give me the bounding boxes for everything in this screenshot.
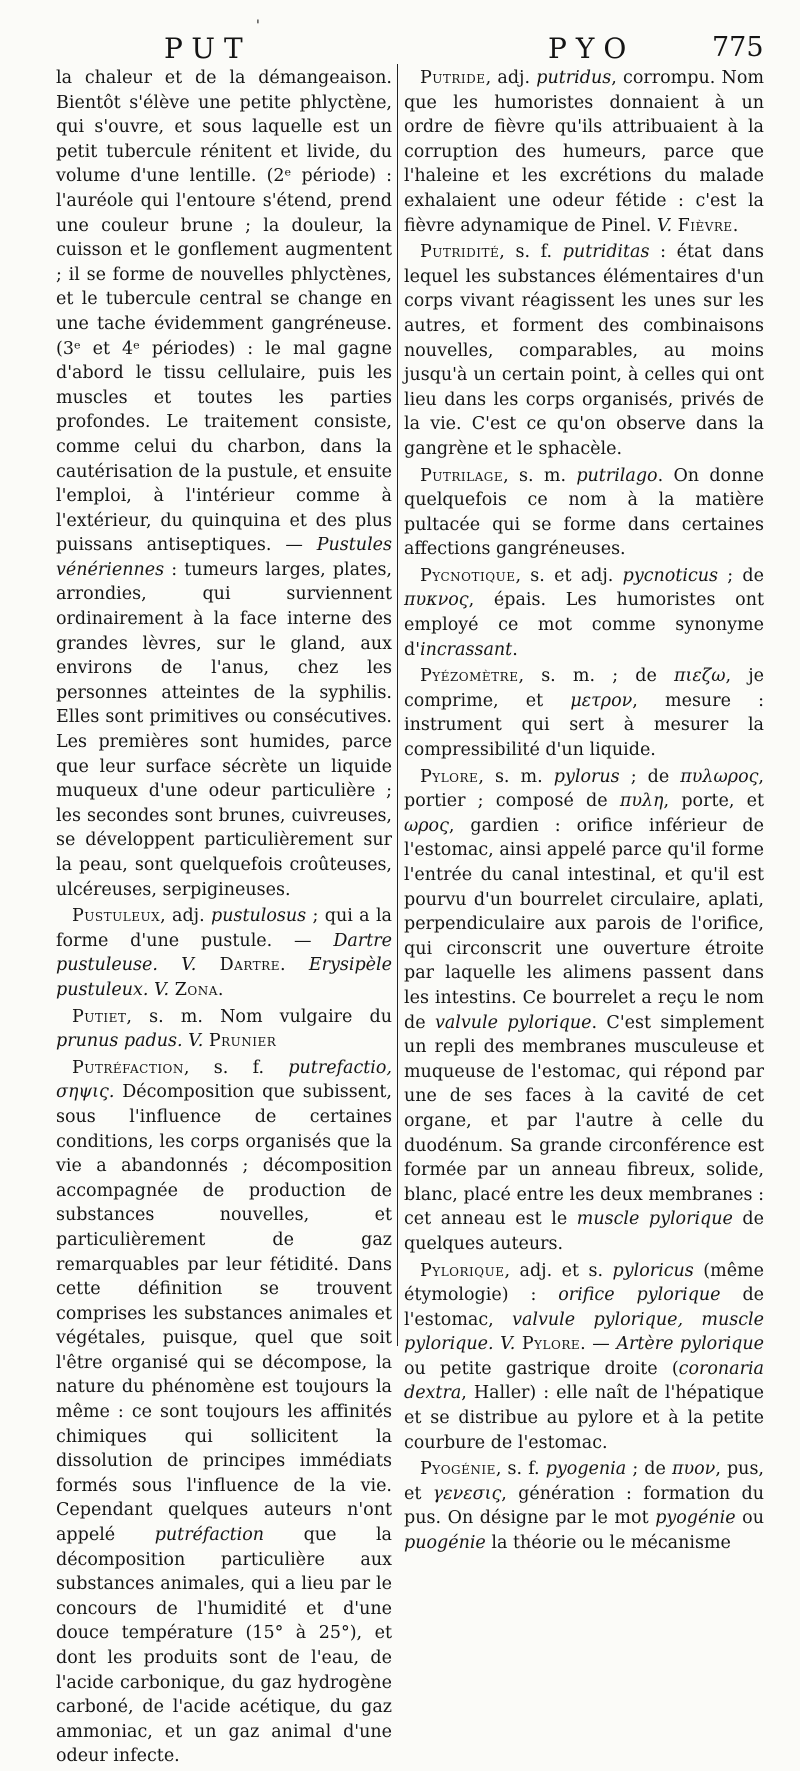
dictionary-entry: [56, 1056, 392, 1769]
entry-text: , s. m.: [503, 465, 577, 486]
entry-text: , portier ; composé de: [404, 766, 764, 812]
headword: Pylore: [420, 766, 479, 787]
entry-text: , s. m. Nom vulgaire du: [126, 1006, 392, 1027]
italic-term: πυον: [671, 1459, 716, 1480]
entry-text: de l'estomac,: [404, 1285, 765, 1330]
italic-term: pylorus: [553, 766, 620, 787]
entry-text: , s. m. ; de: [518, 666, 674, 687]
italic-term: prunus padus. V.: [56, 1031, 204, 1052]
headword: Pylore: [521, 1334, 581, 1355]
italic-term: Erysipèle pustuleux. V.: [56, 955, 392, 1000]
dictionary-entry: [404, 464, 764, 562]
italic-term: coronaria dextra: [404, 1358, 764, 1404]
italic-term: V.: [656, 215, 673, 236]
headword: Putréfaction: [72, 1057, 184, 1078]
entry-text: ; de: [619, 766, 681, 787]
entry-text: . C'est simplement un repli des membranes musculeuse et muqueuse de l'estomac, qui répond par une de ses faces à la cavité de cet organe, et par l'autre à celle du duodénum. Sa grande circonférence est formée par un anneau fibreux, solide, blanc, placé entre les deux membranes : cet anneau est le: [404, 1012, 765, 1230]
italic-term: πυκνος: [404, 590, 469, 611]
italic-term: muscle pylorique: [576, 1209, 733, 1230]
entry-text: [196, 955, 219, 975]
dictionary-entry: [404, 664, 764, 762]
italic-term: πυλη: [619, 791, 664, 812]
italic-term: Dartre pustuleuse. V.: [56, 930, 392, 976]
headword: Putrilage: [420, 465, 504, 486]
headword: Putride: [420, 68, 486, 88]
entry-text: de quelques auteurs.: [404, 1209, 764, 1254]
entry-text: que la décomposition particulière aux substances animales, qui a lieu par le concours de l'humidité et d'une douce température (15° à 25°), et dont les produits sont de l'eau, de l'acide carbonique, du gaz hydrogène carboné, de l'acide acétique, du gaz ammoniac, et un gaz animal d'une odeur infecte.: [56, 1525, 392, 1767]
entry-text: , je comprime, et: [404, 666, 764, 711]
headword: Zona: [174, 979, 218, 1000]
entry-text: : tumeurs larges, plates, arrondies, qui surviennent ordinairement à la face interne des grandes lèvres, sur le gland, aux environs de l'anus, chez les personnes atteintes de la syphilis. Elles sont primitives ou consécutives. Les premières sont humides, parce que leur surface sécrète un liquide muqueux d'une odeur particulière ; les secondes sont brunes, cuivreuses, se développent particulièrement sur la peau, sont quelquefois croûteuses, ulcéreuses, serpigineuses.: [56, 559, 392, 900]
italic-term: valvule pylorique: [434, 1012, 592, 1033]
entry-text: , épais. Les humoristes ont employé ce mot comme synonyme d': [404, 590, 764, 660]
italic-term: pyogenia: [545, 1459, 627, 1480]
entry-text: , génération : formation du pus. On désigne par le mot: [404, 1483, 765, 1529]
entry-text: ou: [735, 1508, 764, 1529]
italic-term: ωρος: [404, 815, 449, 836]
entry-text: la chaleur et de la démangeaison. Bientôt s'élève une petite phlyctène, qui s'ouvre, et sous laquelle est un petit tubercule rénitent et livide, du volume d'une lentille. (2ᵉ période) : l'auréole qui l'entoure s'étend, prend une couleur brune ; la douleur, la cuisson et le gonflement augmentent ; il se forme de nouvelles phlyctènes, et le tubercule central se change en une tache évidemment gangréneuse. (3ᵉ et 4ᵉ périodes) : le mal gagne d'abord le tissu cellulaire, puis les muscles et toutes les parties profondes. Le traitement consiste, comme celui du charbon, dans la cautérisation de la pustule, et ensuite l'emploi, à l'intérieur comme à l'extérieur, du quinquina et des plus puissans antiseptiques. —: [56, 68, 392, 556]
headword: Dartre: [219, 955, 280, 976]
entry-text: , s. et adj.: [515, 565, 623, 586]
dictionary-entry: [56, 1005, 392, 1054]
entry-text: Décomposition que subissent, sous l'influence de certaines conditions, les corps organisés que la vie a abandonnés ; décomposition accompagnée de production de substances nouvelles, et particulièrement de gaz remarquables par leur fétidité. Dans cette définition se trouvent comprises les substances animales et végétales, puisque, quel que soit l'être organisé qui se décompose, la nature du phénomène est toujours la même : ce sont toujours les affinités chimiques qui sollicitent la dissolution de principes immédiats formés sous l'influence de la vie. Cependant quelques auteurs n'ont appelé: [56, 1082, 392, 1546]
entry-text: : état dans lequel les substances élémentaires d'un corps vivant réagissent les unes sur les autres, et forment des combinaisons nouvelles, comparables, au moins jusqu'à un certain point, à celles qui ont lieu dans les corps organisés, privés de la vie. C'est ce qu'on observe dans la gangrène et le sphacèle.: [404, 242, 764, 459]
italic-term: pycnoticus: [622, 565, 719, 586]
headword: Pustuleux: [72, 906, 161, 927]
italic-term: Pustules vénériennes: [56, 535, 392, 580]
entry-text: .: [512, 639, 518, 660]
entry-text: , mesure : instrument qui sert à mesurer la compressibilité d'un liquide.: [404, 690, 764, 761]
italic-term: incrassant: [420, 639, 513, 660]
entry-text: , porte, et: [663, 791, 765, 812]
italic-term: pustulosus: [211, 906, 307, 927]
entry-text: (même étymologie) :: [404, 1260, 765, 1306]
headword: Fièvre: [677, 215, 733, 236]
italic-term: pyloricus: [612, 1260, 694, 1281]
column-rule: [397, 64, 398, 1346]
entry-text: , gardien : orifice inférieur de l'estomac, ainsi appelé parce qu'il forme l'entrée du canal intestinal, et qu'il est pourvu d'un bourrelet circulaire, aplati, perpendiculaire aux parois de l'orifice, qui circonscrit une ouverture étroite par laquelle les alimens passent dans les intestins. Ce bourrelet a reçu le nom de: [404, 815, 764, 1033]
entry-text: . On donne quelquefois ce nom à la matière pultacée qui se forme dans certaines affections gangréneuses.: [404, 465, 764, 560]
page-number: 775: [712, 32, 764, 63]
headword: Pylorique: [420, 1260, 505, 1281]
entry-text: .: [217, 979, 224, 1000]
entry-text: , pus, et: [404, 1459, 764, 1504]
entry-text: ; qui a la forme d'une pustule. —: [56, 906, 392, 951]
right-column: [404, 66, 764, 1558]
headword: Putiet: [72, 1006, 127, 1027]
italic-term: putriditas: [562, 242, 650, 263]
dictionary-entry: [404, 66, 764, 238]
entry-text: , s. f.: [495, 1459, 546, 1480]
headword: Pyogénie: [420, 1459, 496, 1480]
italic-term: puogénie: [404, 1533, 486, 1554]
italic-term: γενεσις: [432, 1483, 502, 1504]
entry-text: ; de: [626, 1459, 672, 1480]
italic-term: putrefactio, σηψις.: [56, 1057, 392, 1103]
running-header: [0, 18, 800, 65]
entry-text: , adj.: [485, 68, 537, 88]
entry-text: , s. f.: [183, 1057, 289, 1078]
dictionary-entry: [404, 564, 764, 662]
dictionary-entry: [404, 240, 764, 461]
entry-text: .: [732, 215, 739, 236]
italic-term: orifice pylorique: [558, 1285, 721, 1306]
headword: Pycnotique: [420, 565, 516, 586]
italic-term: pyogénie: [655, 1508, 736, 1529]
dictionary-entry: [56, 904, 392, 1002]
entry-text: . —: [580, 1334, 617, 1355]
header-right-word: PYO: [548, 32, 636, 65]
entry-text: ou petite gastrique droite (: [404, 1358, 679, 1379]
dictionary-entry: [404, 1457, 764, 1555]
italic-term: πυλωρος: [680, 766, 759, 787]
entry-text: , Haller) : elle naît de l'hépatique et se distribue au pylore et à la petite courbure de l'estomac.: [404, 1383, 764, 1453]
italic-term: μετρον: [570, 690, 633, 711]
entry-text: , adj.: [160, 906, 212, 927]
entry-text: .: [279, 955, 309, 976]
italic-term: valvule pylorique, muscle pylorique. V.: [404, 1309, 764, 1355]
italic-term: Artère pylorique: [616, 1334, 764, 1355]
headword: Prunier: [208, 1031, 277, 1052]
dictionary-entry: [404, 1259, 764, 1456]
headword: Putridité: [420, 242, 500, 263]
italic-term: putridus: [536, 68, 612, 88]
headword: Pyézomètre: [420, 666, 519, 687]
entry-continuation: [56, 66, 392, 902]
italic-term: putréfaction: [154, 1525, 265, 1546]
entry-text: la théorie ou le mécanisme: [485, 1533, 731, 1554]
left-column: [56, 66, 392, 1771]
dictionary-entry: [404, 765, 764, 1257]
italic-term: putrilago: [576, 465, 658, 486]
entry-text: ; de: [718, 565, 764, 586]
header-left-word: PUT: [164, 32, 252, 65]
entry-text: , corrompu. Nom que les humoristes donnaient à un ordre de fièvre qu'ils attribuaient à la corruption des humeurs, parce que l'haleine et les excrétions du malade exhalaient une odeur fétide : c'est la fièvre adynamique de Pinel.: [404, 68, 764, 236]
entry-text: , s. m.: [478, 766, 554, 787]
italic-term: πιεζω: [673, 666, 726, 687]
entry-text: , adj. et s.: [504, 1260, 613, 1281]
top-mark: ': [256, 18, 260, 34]
entry-text: , s. f.: [499, 242, 563, 263]
